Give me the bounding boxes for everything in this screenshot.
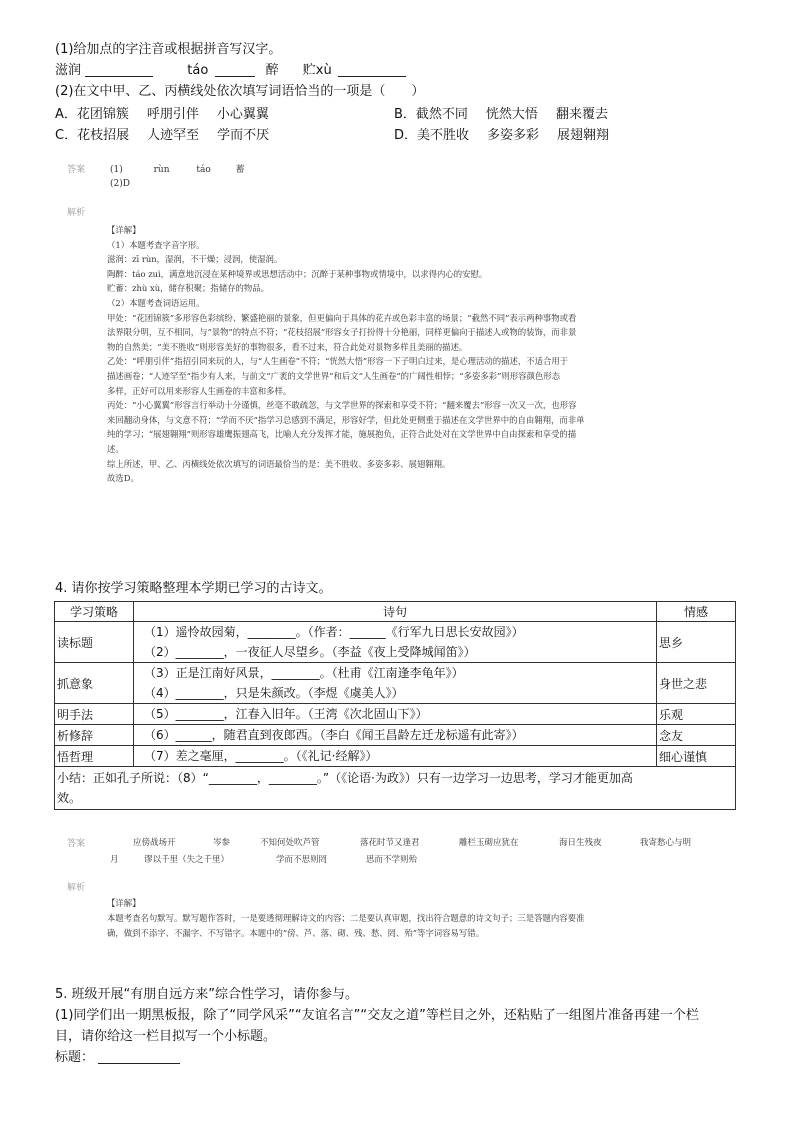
header-strategy: 学习策略 (55, 602, 134, 622)
strategy-cell: 析修辞 (55, 725, 134, 746)
q3-fill2-label: táo (187, 63, 209, 78)
exp-line: 综上所述，甲、乙、丙横线处依次填写的词语最恰当的是：美不胜收、多姿多彩、展翅翱翔。 (107, 458, 451, 469)
exp-line: 乙处：“呼朋引伴”指招引同来玩的人，与“人生画卷”不符；“恍然大悟”形容一下子明白过来，是心理活动的描述，不适合用于 (107, 356, 569, 367)
option-c-word2: 人迹罕至 (147, 128, 200, 143)
exp-line: 描述画卷；“人迹罕至”指少有人来，与前文“广袤的文学世界”和后文“人生画卷”的广阔性相悖；“多姿多彩”则形容颜色形态 (107, 370, 560, 381)
poem-cell (134, 663, 657, 704)
poem-line[interactable]: （4）________，只是朱颜改。（李煜《虞美人》） (144, 686, 404, 700)
q3-option-d[interactable] (394, 124, 627, 143)
poem-line[interactable]: （5）________，江春入旧年。（王湾《次北固山下》） (144, 707, 428, 721)
exp-line: 本题考查名句默写。默写题作答时，一是要透彻理解诗文的内容；二是要认真审题，找出符合题意的诗文句子；三是答题内容要准 (107, 913, 585, 923)
q3-fill2-blank[interactable] (215, 62, 255, 77)
poem-table (54, 601, 736, 810)
q5-title-blank[interactable] (98, 1049, 180, 1064)
q3-explanation-label: 解析 (67, 208, 86, 218)
exp-line: 确，做到不添字、不漏字、不写错字。本题中的“傍、芦、落、砌、残、愁、罔、殆”等字词容易写错。 (107, 928, 485, 938)
option-c-word3: 学而不厌 (217, 128, 270, 143)
summary-line: 效。 (57, 791, 82, 805)
table-header-row (55, 602, 736, 622)
option-d-word2: 多姿多彩 (487, 128, 540, 143)
q5-title: 5. 班级开展“有朋自远方来”综合性学习，请你参与。 (55, 987, 359, 1002)
poem-cell (134, 622, 657, 663)
poem-line[interactable]: （7）差之毫厘，________。（《礼记·经解》） (144, 749, 378, 763)
answer-part: rùn (153, 165, 170, 175)
answer-item: 学而不思则罔 (276, 855, 328, 865)
table-summary-row (55, 767, 736, 810)
option-b-word1: B．截然不同 (394, 107, 468, 122)
q3-answer-line2: (2)D (110, 179, 130, 189)
exp-line: 物的自然美；“美不胜收”则形容美好的事物很多，看不过来，符合此处对景物多样且美丽的描述。 (107, 341, 468, 352)
exp-line: 甲处：“花团锦簇”多形容色彩缤纷、繁盛艳丽的景象，但更偏向于具体的花卉或色彩丰富的场景；“截然不同”表示两种事物或看 (107, 312, 577, 323)
strategy-cell: 悟哲理 (55, 746, 134, 767)
strategy-cell: 读标题 (55, 622, 134, 663)
q3-fill1-label: 滋润 (55, 63, 82, 78)
answer-item: 谬以千里（失之千里） (144, 855, 230, 865)
header-emotion: 情感 (657, 602, 736, 622)
q4-title: 4. 请你按学习策略整理本学期已学习的古诗文。 (55, 581, 332, 596)
q3-fill3-blank[interactable] (338, 62, 406, 77)
q3-fill1-blank[interactable] (85, 62, 153, 77)
answer-item: 我寄愁心与明 (640, 838, 692, 848)
q4-explanation-label: 解析 (67, 883, 86, 893)
strategy-cell: 抓意象 (55, 663, 134, 704)
summary-line: 小结：正如孔子所说：（8）“________，________。”（《论语·为政》）只有一边学习一边思考，学习才能更加高 (57, 771, 633, 785)
answer-item: 思而不学则殆 (366, 855, 418, 865)
poem-line[interactable]: （3）正是江南好风景，________。（杜甫《江南逢李龟年》） (144, 666, 464, 680)
table-row (55, 704, 736, 725)
header-poem: 诗句 (134, 602, 657, 622)
option-b-word3: 翻来覆去 (555, 107, 608, 122)
q3-fill-row (55, 60, 406, 81)
exp-line: （1）本题考查字音字形。 (107, 239, 205, 250)
q3-option-b[interactable] (394, 103, 626, 122)
q5-title-label: 标题： (55, 1050, 95, 1065)
q5-sub1-line2: 目，请你给这一栏目拟写一个小标题。 (55, 1029, 277, 1044)
exp-line: 丙处：“小心翼翼”形容言行举动十分谨慎，丝毫不敢疏忽，与文学世界的探索和享受不符；“翻来覆去”形容一次又一次，也形容 (107, 400, 577, 411)
q4-explanation (107, 896, 707, 941)
q3-answer-line1 (110, 162, 245, 175)
answer-item: 月 (110, 855, 119, 865)
strategy-cell: 明手法 (55, 704, 134, 725)
table-row (55, 746, 736, 767)
emotion-cell: 念友 (657, 725, 736, 746)
q4-answer-label: 答案 (67, 839, 86, 849)
exp-line: 贮蓄：zhù xù，储存积聚；指储存的物品。 (107, 283, 269, 294)
table-row (55, 622, 736, 663)
option-a-word3: 小心翼翼 (216, 107, 269, 122)
option-d-word1: D．美不胜收 (394, 128, 470, 143)
exp-line: 多样，正好可以用来形容人生画卷的丰富和多样。 (107, 385, 292, 396)
q3-fill2-suffix: 醉 (265, 63, 279, 78)
answer-item: 应傍战场开 (133, 838, 176, 848)
exp-line: （2）本题考查词语运用。 (107, 297, 205, 308)
option-d-word3: 展翅翱翔 (557, 128, 610, 143)
emotion-cell: 身世之悲 (657, 663, 736, 704)
poem-cell (134, 725, 657, 746)
emotion-cell: 乐观 (657, 704, 736, 725)
exp-line: 故选D。 (107, 473, 139, 484)
emotion-cell: 思乡 (657, 622, 736, 663)
exp-line: 滋润：zī rùn，湿润，不干燥；浸润，使湿润。 (107, 254, 283, 265)
q5-sub1-line1: (1)同学们出一期黑板报，除了“同学风采”“友谊名言”“交友之道”等栏目之外，还粘贴了一组图片准备再建一个栏 (55, 1008, 699, 1023)
answer-part: (1) (110, 165, 123, 175)
exp-line: 陶醉：táo zuì，满意地沉浸在某种境界或思想活动中；沉醉于某种事物或情境中，以求得内心的安慰。 (107, 268, 488, 279)
table-row (55, 663, 736, 704)
q5-title-row (55, 1047, 180, 1068)
table-row (55, 725, 736, 746)
answer-item: 落花时节又逢君 (360, 838, 420, 848)
q3-option-a[interactable] (55, 103, 287, 122)
summary-cell[interactable] (55, 767, 736, 810)
exp-line: 纯的学习；“展翅翱翔”则形容雄鹰振翅高飞，比喻人充分发挥才能，施展抱负，正符合此处对在文学世界中自由探索和享受的描 (107, 429, 577, 440)
emotion-cell: 细心谨慎 (657, 746, 736, 767)
answer-item: 岑参 (213, 838, 231, 848)
q3-answer-label: 答案 (67, 165, 86, 175)
exp-line: 述。 (107, 443, 124, 454)
q3-sub2: (2)在文中甲、乙、丙横线处依次填写词语恰当的一项是（ ） (55, 84, 425, 99)
q3-fill3-label: 贮xù (302, 63, 332, 78)
exp-line: 法界限分明，互不相同，与“景物”的特点不符；“花枝招展”形容女子打扮得十分艳丽，同样更偏向于描述人或物的装饰，而非景 (107, 327, 577, 338)
answer-item: 不知何处吹芦管 (260, 838, 320, 848)
option-a-word1: A．花团锦簇 (55, 107, 129, 122)
q3-explanation (107, 223, 707, 486)
answer-item: 雕栏玉砌应犹在 (459, 838, 519, 848)
answer-item: 海日生残夜 (559, 838, 602, 848)
poem-line[interactable]: （6）______，随君直到夜郎西。（李白《闻王昌龄左迁龙标遥有此寄》） (144, 728, 524, 742)
answer-part: 蓄 (235, 165, 245, 175)
q3-sub1: (1)给加点的字注音或根据拼音写汉字。 (55, 42, 282, 57)
exp-line: 【详解】 (107, 225, 141, 235)
q3-option-c[interactable] (55, 124, 287, 143)
poem-line[interactable]: （1）遥怜故园菊，________。（作者：______《行军九日思长安故园》） (144, 625, 524, 639)
exp-line: 来回翻动身体，与文意不符；“学而不厌”指学习总感到不满足，形容好学，但此处更侧重于描述在文学世界中的自由翱翔，而非单 (107, 414, 585, 425)
option-b-word2: 恍然大悟 (485, 107, 538, 122)
option-c-word1: C．花枝招展 (55, 128, 130, 143)
answer-part: táo (196, 165, 211, 175)
poem-cell (134, 746, 657, 767)
option-a-word2: 呼朋引伴 (146, 107, 199, 122)
poem-line[interactable]: （2）________，一夜征人尽望乡。（李益《夜上受降城闻笛》） (144, 645, 476, 659)
exp-line: 【详解】 (107, 898, 141, 908)
poem-cell (134, 704, 657, 725)
